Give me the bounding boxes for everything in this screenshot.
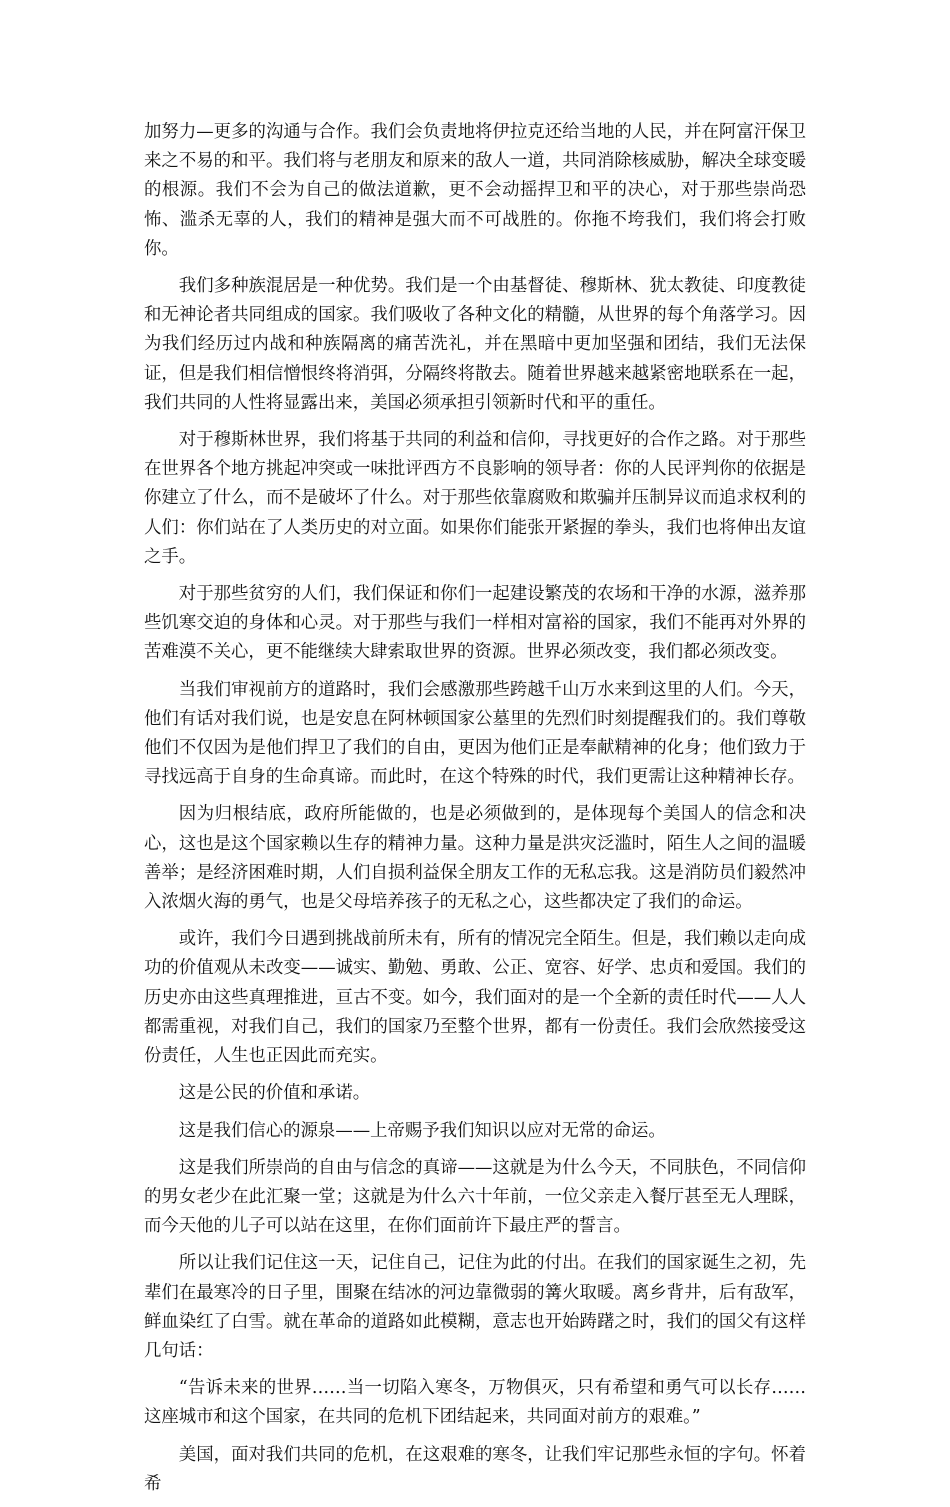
paragraph-6: 因为归根结底，政府所能做的，也是必须做到的，是体现每个美国人的信念和决心，这也是这个国家赖以生存的精神力量。这种力量是洪灾泛滥时，陌生人之间的温暖善举；是经济困难时期，人们自损利益保全朋友工作的无私忘我。这是消防员们毅然冲入浓烟火海的勇气，也是父母培养孩子的无私之心，这些都决定了我们的命运。 <box>144 804 806 913</box>
paragraph-3: 对于穆斯林世界，我们将基于共同的利益和信仰，寻找更好的合作之路。对于那些在世界各个地方挑起冲突或一味批评西方不良影响的领导者：你的人民评判你的依据是你建立了什么，而不是破坏了什么。对于那些依靠腐败和欺骗并压制异议而追求权利的人们：你们站在了人类历史的对立面。如果你们能张开紧握的拳头，我们也将伸出友谊之手。 <box>144 430 806 567</box>
paragraph-8: 这是公民的价值和承诺。 <box>178 1083 371 1104</box>
paragraph-9: 这是我们信心的源泉——上帝赐予我们知识以应对无常的命运。 <box>178 1120 666 1141</box>
paragraph-10: 这是我们所崇尚的自由与信念的真谛——这就是为什么今天，不同肤色，不同信仰的男女老少在此汇聚一堂；这就是为什么六十年前，一位父亲走入餐厅甚至无人理睬，而今天他的儿子可以站在这里，在你们面前许下最庄严的誓言。 <box>144 1157 806 1237</box>
paragraph-2: 我们多种族混居是一种优势。我们是一个由基督徒、穆斯林、犹太教徒、印度教徒和无神论者共同组成的国家。我们吸收了各种文化的精髓，从世界的每个角落学习。因为我们经历过内战和种族隔离的痛苦洗礼，并在黑暗中更加坚强和团结，我们无法保证，但是我们相信憎恨终将消弭，分隔终将散去。随着世界越来越紧密地联系在一起，我们共同的人性将显露出来，美国必须承担引领新时代和平的重任。 <box>144 276 806 413</box>
paragraph-7: 或许，我们今日遇到挑战前所未有，所有的情况完全陌生。但是，我们赖以走向成功的价值观从未改变——诚实、勤勉、勇敢、公正、宽容、好学、忠贞和爱国。我们的历史亦由这些真理推进，亘古不变。如今，我们面对的是一个全新的责任时代——人人都需重视，对我们自己，我们的国家乃至整个世界，都有一份责任。我们会欣然接受这份责任，人生也正因此而充实。 <box>144 929 806 1067</box>
document-page <box>144 118 806 1507</box>
quote-paragraph: “告诉未来的世界……当一切陷入寒冬，万物俱灭，只有希望和勇气可以长存……这座城市和这个国家，在共同的危机下团结起来，共同面对前方的艰难。” <box>144 1378 806 1428</box>
paragraph-5: 当我们审视前方的道路时，我们会感激那些跨越千山万水来到这里的人们。今天，他们有话对我们说，也是安息在阿林顿国家公墓里的先烈们时刻提醒我们的。我们尊敬他们不仅因为是他们捍卫了我们的自由，更因为他们正是奉献精神的化身；他们致力于寻找远高于自身的生命真谛。而此时，在这个特殊的时代，我们更需让这种精神长存。 <box>144 679 806 788</box>
paragraph-4: 对于那些贫穷的人们，我们保证和你们一起建设繁茂的农场和干净的水源，滋养那些饥寒交迫的身体和心灵。对于那些与我们一样相对富裕的国家，我们不能再对外界的苦难漠不关心，更不能继续大肆索取世界的资源。世界必须改变，我们都必须改变。 <box>144 584 806 663</box>
paragraph-11: 所以让我们记住这一天，记住自己，记住为此的付出。在我们的国家诞生之初，先辈们在最寒冷的日子里，围聚在结冰的河边靠微弱的篝火取暖。离乡背井，后有敌军，鲜血染红了白雪。就在革命的道路如此模糊，意志也开始踌躇之时，我们的国父有这样几句话： <box>144 1253 806 1361</box>
paragraph-1: 加努力—更多的沟通与合作。我们会负责地将伊拉克还给当地的人民，并在阿富汗保卫来之不易的和平。我们将与老朋友和原来的敌人一道，共同消除核威胁，解决全球变暖的根源。我们不会为自己的做法道歉，更不会动摇捍卫和平的决心，对于那些崇尚恐怖、滥杀无辜的人，我们的精神是强大而不可战胜的。你拖不垮我们，我们将会打败你。 <box>144 122 806 259</box>
paragraph-13: 美国，面对我们共同的危机，在这艰难的寒冬，让我们牢记那些永恒的字句。怀着希 <box>144 1444 806 1494</box>
